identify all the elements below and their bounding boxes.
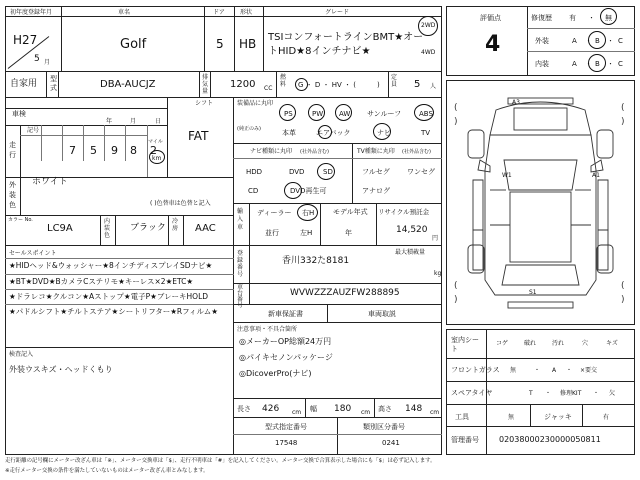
navi-dvd-play-circle (284, 182, 302, 199)
equip-navi-circle (373, 123, 391, 140)
model: DBA-AUCJZ (100, 79, 156, 90)
svg-text:): ) (454, 295, 458, 305)
int-c: C (618, 60, 623, 68)
displacement-label: 排気量 (202, 74, 209, 95)
color-code-label: カラー No. (8, 217, 33, 223)
fuel-circle (295, 78, 308, 91)
navi-dvd-play: DVD再生可 (290, 187, 327, 195)
car-name-label: 車名 (118, 9, 131, 16)
notes-label: 注意事項・不具合箇所 (237, 326, 298, 333)
tv-label: TV種類に丸印 (357, 148, 395, 155)
diagram-label-a1: A1 (592, 172, 600, 179)
navi-sub: (社外品含む) (300, 149, 329, 155)
int-dot2: ・ (607, 60, 614, 68)
repair-dot: ・ (588, 14, 595, 22)
svg-text:): ) (621, 117, 625, 127)
spare-label: スペアタイヤ (451, 389, 493, 397)
capacity-unit: 人 (430, 83, 437, 90)
shift-label: シフト (195, 100, 214, 107)
inspection-year: 年 (106, 118, 113, 125)
equip-pw: PW (312, 110, 324, 118)
vin: WVWZZZAUZFW288895 (290, 288, 400, 298)
inspection-month: 月 (130, 118, 137, 125)
interior-grade-label: 内装 (535, 60, 549, 68)
car-diagram (446, 80, 635, 325)
inspection-day: 日 (155, 118, 162, 125)
vin-label: 車台番号 (237, 284, 244, 309)
fuel-options: G ・ D ・ HV ・ ( ) (298, 81, 380, 89)
load-label: 最大積載量 (395, 249, 426, 256)
ext-b: B (595, 37, 600, 45)
recycle-value: 14,520 (396, 225, 428, 235)
exterior-color: ホワイト (32, 177, 68, 187)
displacement-unit: CC (264, 85, 273, 92)
navi-dvd: DVD (289, 168, 305, 176)
seat-scratch: キズ (606, 340, 618, 347)
sales-point-4: ★パドルシフト★チルトステア★シートリフター★Rフィルム★ (9, 307, 218, 316)
repair-yes: 有 (569, 14, 576, 22)
seat-stain: 汚れ (552, 340, 565, 347)
note-2: ◎パイキセノンパッケージ (239, 353, 333, 362)
new-car-warranty: 新車保証書 (268, 310, 303, 318)
interior-label: 内装色 (104, 218, 111, 239)
width-label: 幅 (310, 405, 317, 413)
registration-label: 登録番号 (237, 250, 244, 278)
mileage-digit-5: 2 (150, 144, 157, 157)
width: 180 (334, 404, 352, 414)
seat-burn: コゲ (496, 340, 509, 347)
recycle-yen: 円 (432, 235, 439, 242)
import-parallel: 並行 (265, 229, 279, 237)
usage: 自家用 (10, 79, 38, 89)
repair-label: 修復歴 (531, 14, 552, 22)
equip-ps: PS (284, 110, 293, 118)
navi-sd: SD (323, 168, 333, 176)
exterior-grade-label: 外装 (535, 37, 549, 45)
ext-dot1: ・ (585, 37, 592, 45)
tv-analog: アナログ (362, 187, 390, 195)
import-right-circle (297, 204, 318, 221)
svg-text:): ) (621, 295, 625, 305)
equip-airbag-circle (318, 125, 332, 139)
int-b: B (595, 60, 600, 68)
mileage-mile-unit: マイル (148, 139, 163, 145)
equip-airbag: エアバック (316, 129, 351, 137)
spare-kit: 修理KIT (560, 390, 582, 397)
note-1: ◎メーカーOP総額24万円 (239, 337, 332, 346)
inspector-label: 検査記入 (9, 351, 34, 358)
length-unit: cm (292, 409, 302, 416)
width-unit: cm (361, 409, 371, 416)
equip-tv: TV (421, 129, 431, 137)
reg-year: H27 (13, 33, 38, 47)
int-a: A (572, 60, 577, 68)
doors-label: ドア (213, 9, 225, 16)
note-3: ◎DicoverPro(ナビ) (239, 369, 312, 378)
mileage-digit-3: 9 (111, 144, 118, 157)
glass-dot1: ・ (534, 367, 541, 374)
drive-2wd: 2WD (421, 22, 436, 29)
navi-cd: CD (248, 187, 259, 195)
diagram-label-w1: W1 (502, 172, 512, 179)
glass-replace: ×要交 (580, 367, 598, 374)
svg-text:): ) (454, 117, 458, 127)
grade-label: グレード (325, 9, 350, 16)
ext-a: A (572, 37, 577, 45)
first-reg-label: 初年度登録年月 (10, 9, 53, 16)
manual: 車両取説 (368, 310, 396, 318)
mgmt-label: 管理番号 (451, 436, 479, 444)
fuel-label: 燃料 (280, 74, 287, 88)
glass-label: フロントガラス (451, 366, 500, 374)
load-unit: kg (434, 270, 442, 277)
model-year-label: モデル年式 (333, 208, 368, 216)
designation-label: 型式指定番号 (265, 423, 307, 431)
category-label: 類別区分番号 (363, 423, 405, 431)
shape-label: 形状 (240, 9, 253, 16)
displacement: 1200 (230, 79, 256, 90)
length: 426 (262, 404, 280, 414)
glass-a: A (552, 367, 557, 374)
registration-number: 香川332た8181 (282, 256, 350, 266)
import-label: 輸入車 (237, 208, 244, 231)
grade-line-2: トHID★8インチナビ★ (268, 46, 371, 57)
score: 4 (485, 32, 501, 57)
svg-text:(: ( (621, 281, 625, 291)
length-label: 長さ (237, 405, 251, 413)
ext-c: C (618, 37, 623, 45)
model-label: 型式 (50, 75, 57, 92)
equip-pw-circle (308, 104, 325, 121)
svg-text:(: ( (454, 103, 458, 113)
footer-line-1: 走行距離の記号欄にメーター改ざん車は「※」、メーター交換車は「$」、走行不明車は「#」を記入してください。メーター交換で合算表示した場合にも「$」は必ず記入します。 (5, 458, 436, 464)
grade-line-1: TSIコンフォートラインBMT★オー (268, 32, 424, 43)
drive-4wd: 4WD (421, 49, 436, 56)
score-label: 評価点 (480, 14, 501, 22)
svg-text:(: ( (621, 103, 625, 113)
equip-aw: AW (339, 110, 351, 118)
inspection-label: 車検 (12, 110, 26, 118)
ac-label: 冷房 (172, 218, 179, 232)
height-label: 高さ (378, 405, 392, 413)
reg-month-unit: 月 (44, 59, 51, 66)
navi-label: ナビ種類に丸印 (250, 148, 293, 155)
equip-leather: 本革 (282, 129, 296, 137)
svg-text:(: ( (454, 281, 458, 291)
equipment-label: 装備品に丸印 (237, 100, 274, 107)
ext-dot2: ・ (607, 37, 614, 45)
spare-dot2: ・ (593, 390, 600, 397)
tv-fullseg: フルセグ (362, 168, 390, 176)
int-circle (588, 54, 606, 72)
height: 148 (405, 404, 423, 414)
designation-number: 17548 (275, 439, 298, 447)
jack-label: ジャッキ (544, 413, 572, 421)
jack: 有 (603, 414, 610, 421)
doors: 5 (216, 37, 224, 51)
seat-label: 室内シート (451, 336, 479, 353)
footer-line-2: ※走行メーター交換の条件を満たしていないものはメーター改ざん車とみなします。 (5, 468, 209, 474)
km-circle (149, 150, 165, 164)
mileage-km-unit: km (152, 155, 162, 162)
color-code: LC9A (47, 223, 73, 234)
mileage-digit-2: 5 (90, 144, 97, 157)
height-unit: cm (430, 409, 440, 416)
import-dealer: ディーラー (257, 209, 292, 217)
category-number: 0241 (382, 439, 400, 447)
shift: FAT (188, 129, 209, 143)
equip-ps-circle (279, 104, 296, 121)
ac: AAC (195, 223, 216, 234)
sales-points-label: セールスポイント (9, 250, 57, 257)
spare-dot1: ・ (545, 390, 552, 397)
navi-hdd: HDD (246, 168, 263, 176)
exterior-note: ( )色替車は色替と記入 (150, 200, 211, 207)
tv-oneseg: ワンセグ (407, 168, 435, 176)
car-name: Golf (120, 37, 147, 52)
shape: HB (239, 37, 257, 51)
inspector-text: 外装ウスキズ・ヘッドくもり (9, 365, 113, 374)
mgmt-number: 02038000230000050811 (499, 435, 601, 444)
sales-point-2: ★BT★DVD★BカメラCステリモ★キーレス×2★ETC★ (9, 277, 194, 286)
tools: 無 (508, 414, 515, 421)
reg-month: 5 (34, 54, 40, 64)
mileage-digit-1: 7 (69, 144, 76, 157)
repair-circle (600, 8, 617, 25)
recycle-label: リサイクル預託金 (378, 208, 430, 216)
capacity: 5 (414, 79, 421, 90)
interior-color: ブラック (130, 223, 166, 233)
seat-tear: 破れ (524, 340, 537, 347)
spare-missing: 欠 (609, 390, 616, 397)
diagram-label-s1: S1 (529, 289, 537, 296)
seat-hole: 穴 (582, 340, 589, 347)
mileage-label: 走行 (9, 141, 16, 159)
exterior-label: 外装色 (9, 181, 16, 209)
sales-point-1: ★HIDヘッド&ウォッシャー★8インチディスプレイSDナビ★ (9, 261, 213, 270)
import-right: 右H (302, 209, 315, 217)
tv-sub: (社外品含む) (402, 149, 431, 155)
capacity-label: 定員 (391, 74, 398, 88)
sales-point-3: ★ドラレコ★クルコン★Aストップ★電子P★ブレーキHOLD (9, 292, 209, 301)
equip-abs-circle (414, 104, 434, 121)
glass-dot2: ・ (566, 367, 573, 374)
spare-t: T (529, 390, 533, 397)
equip-navi: ナビ (377, 129, 391, 137)
import-left: 左H (300, 229, 313, 237)
equipment-sublabel: (純正のみ) (237, 126, 261, 132)
equip-sunroof: サンルーフ (367, 110, 402, 118)
tools-label: 工具 (455, 413, 469, 421)
mileage-digit-4: 8 (130, 144, 137, 157)
navi-sd-circle (317, 163, 335, 180)
equip-abs: ABS (419, 110, 433, 118)
int-dot1: ・ (585, 60, 592, 68)
ext-circle (588, 31, 606, 49)
glass-none: 無 (510, 367, 517, 374)
diagram-label-a3: A3 (512, 99, 520, 106)
equip-aw-circle (335, 104, 352, 121)
model-year: 年 (345, 229, 352, 237)
mileage-notes-label: 記号 (27, 127, 40, 134)
repair-no: 無 (605, 14, 612, 22)
